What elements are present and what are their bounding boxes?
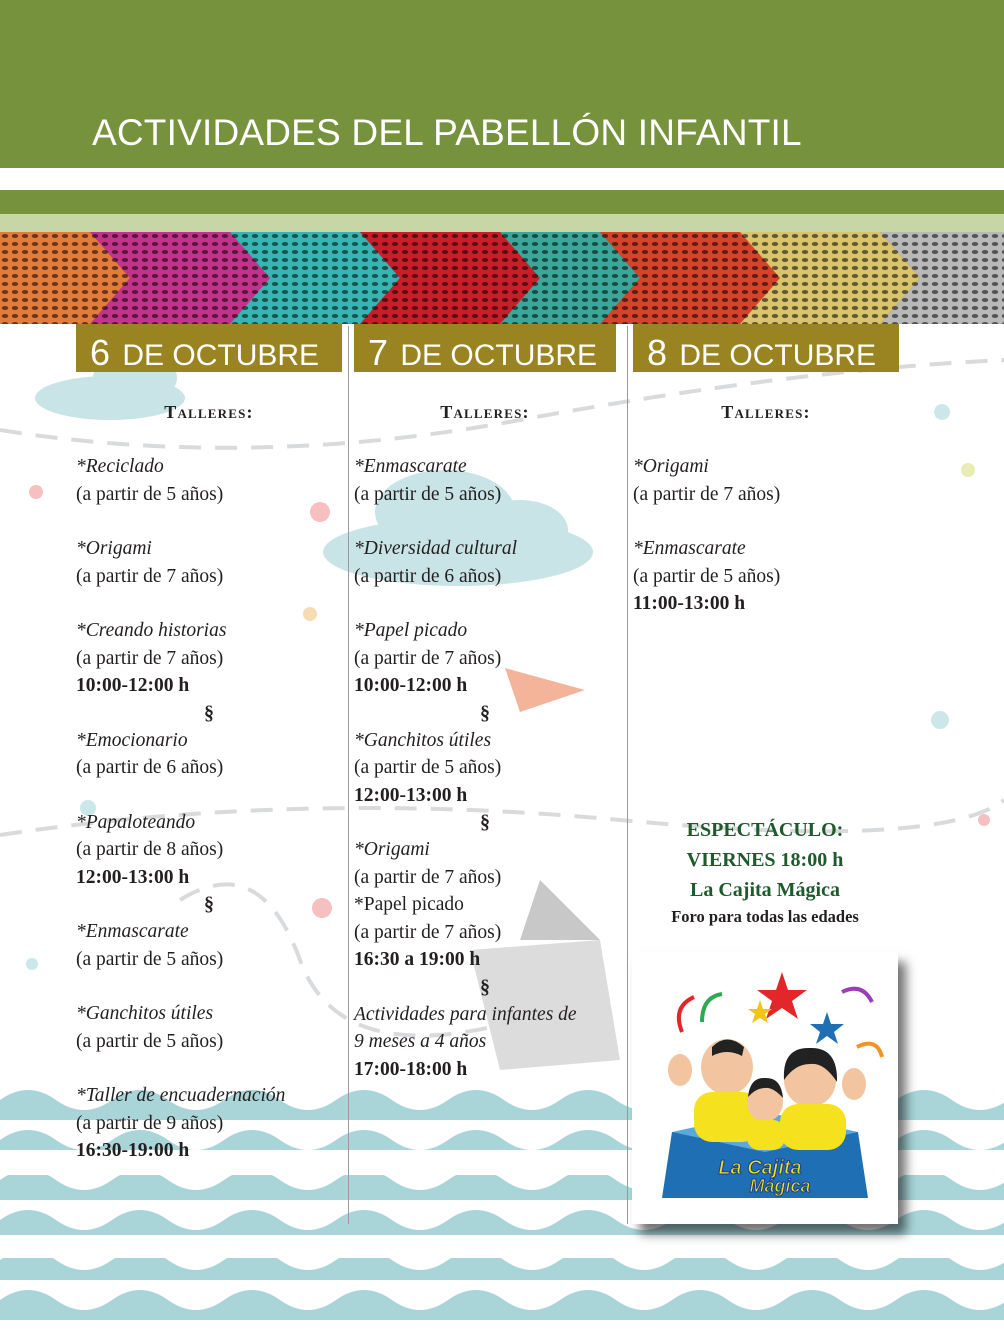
date-month: DE OCTUBRE: [122, 339, 320, 372]
activity-item: [76, 727, 342, 782]
activity-item: [76, 453, 342, 508]
section-separator: §: [480, 811, 490, 833]
date-month: DE OCTUBRE: [679, 339, 877, 372]
column-divider: [627, 326, 628, 1224]
show-info: [632, 815, 898, 929]
activity-name: *Ganchitos útiles: [354, 729, 492, 751]
activity-item: [76, 809, 342, 892]
activity-name: *Reciclado: [76, 456, 164, 477]
section-separator: §: [204, 701, 214, 724]
header-gap: [0, 168, 1004, 190]
cajita-magica-logo: [632, 952, 898, 1224]
day-column-6: [76, 324, 342, 1192]
date-month: DE OCTUBRE: [400, 339, 598, 372]
activity-name: *Taller de encuadernación: [76, 1085, 286, 1106]
activity-item: [76, 1082, 342, 1165]
activity-age: 9 meses a 4 años: [354, 1031, 487, 1052]
day-column-7: [354, 324, 616, 1110]
activity-age: (a partir de 7 años): [354, 647, 502, 669]
activity-item: [76, 1000, 342, 1055]
activity-age: (a partir de 5 años): [354, 483, 502, 505]
activity-time: 17:00-18:00 h: [354, 1058, 468, 1080]
page-title: ACTIVIDADES DEL PABELLÓN INFANTIL: [92, 112, 802, 153]
activity-name: *Papel picado: [354, 894, 464, 915]
activity-item: [633, 535, 899, 618]
day-column-8: [633, 324, 899, 645]
activity-age: (a partir de 5 años): [633, 565, 781, 587]
activity-age: (a partir de 5 años): [76, 948, 224, 970]
header-strip-light: [0, 214, 1004, 232]
header-strip: [0, 190, 1004, 214]
activity-time: 16:30 a 19:00 h: [354, 949, 481, 970]
activity-item: [76, 918, 342, 973]
activity-name: *Papel picado: [354, 620, 468, 641]
show-logo-card: [632, 952, 898, 1224]
show-time: VIERNES 18:00 h: [686, 849, 844, 871]
activity-age: (a partir de 5 años): [354, 757, 502, 778]
date-number: 6: [90, 332, 111, 372]
activity-age: (a partir de 7 años): [354, 921, 502, 943]
date-number: 8: [647, 332, 668, 372]
activity-age: (a partir de 7 años): [76, 565, 224, 587]
section-label: Talleres:: [164, 402, 254, 422]
activity-age: (a partir de 7 años): [633, 483, 781, 505]
activity-name: *Papaloteando: [76, 811, 196, 833]
show-title: ESPECTÁCULO:: [686, 819, 844, 841]
activity-time: 10:00-12:00 h: [76, 675, 190, 696]
activity-name: *Enmascarate: [633, 538, 746, 559]
activity-item: [354, 836, 616, 974]
column-divider: [348, 326, 349, 1224]
section-separator: §: [204, 893, 214, 915]
activity-name: Actividades para infantes de: [354, 1003, 577, 1025]
activity-item: [76, 617, 342, 700]
section-label: Talleres:: [721, 402, 811, 422]
activity-age: (a partir de 6 años): [354, 565, 502, 587]
activity-name: *Diversidad cultural: [354, 538, 518, 559]
activity-name: *Enmascarate: [354, 456, 467, 477]
date-badge: [354, 324, 616, 372]
activity-age: (a partir de 8 años): [76, 839, 224, 860]
logo-text-1: La Cajita: [718, 1157, 802, 1179]
section-separator: §: [480, 975, 490, 998]
date-badge: [76, 324, 342, 372]
activity-item: [354, 617, 616, 700]
activity-age: (a partir de 5 años): [76, 1030, 224, 1052]
activity-age: (a partir de 5 años): [76, 483, 224, 505]
activity-item: [633, 453, 899, 508]
activity-age: (a partir de 9 años): [76, 1112, 224, 1134]
activity-name: *Ganchitos útiles: [76, 1003, 214, 1024]
activity-time: 16:30-19:00 h: [76, 1140, 190, 1161]
activity-name: *Emocionario: [76, 729, 188, 751]
section-label: Talleres:: [440, 402, 530, 422]
activity-item: [354, 453, 616, 508]
activity-name: *Origami: [354, 839, 430, 860]
activity-age: (a partir de 7 años): [354, 866, 502, 888]
activity-age: (a partir de 6 años): [76, 757, 224, 778]
activity-time: 12:00-13:00 h: [354, 784, 468, 806]
date-badge: [633, 324, 899, 372]
activity-item: [354, 1001, 616, 1084]
activity-item: [76, 535, 342, 590]
textile-band: [0, 232, 1004, 324]
activity-time: 11:00-13:00 h: [633, 593, 746, 614]
date-number: 7: [368, 332, 389, 372]
activity-name: *Enmascarate: [76, 921, 189, 942]
activity-name: *Creando historias: [76, 620, 227, 641]
show-name: La Cajita Mágica: [690, 879, 840, 901]
logo-text-2: Mágica: [749, 1176, 811, 1196]
activity-time: 12:00-13:00 h: [76, 866, 190, 888]
show-venue: Foro para todas las edades: [671, 907, 859, 926]
activity-name: *Origami: [76, 538, 152, 559]
section-separator: §: [480, 701, 490, 724]
activity-name: *Origami: [633, 456, 709, 477]
header-band: [0, 0, 1004, 168]
activity-age: (a partir de 7 años): [76, 647, 224, 669]
activity-time: 10:00-12:00 h: [354, 675, 468, 696]
activity-item: [354, 535, 616, 590]
activity-item: [354, 727, 616, 810]
